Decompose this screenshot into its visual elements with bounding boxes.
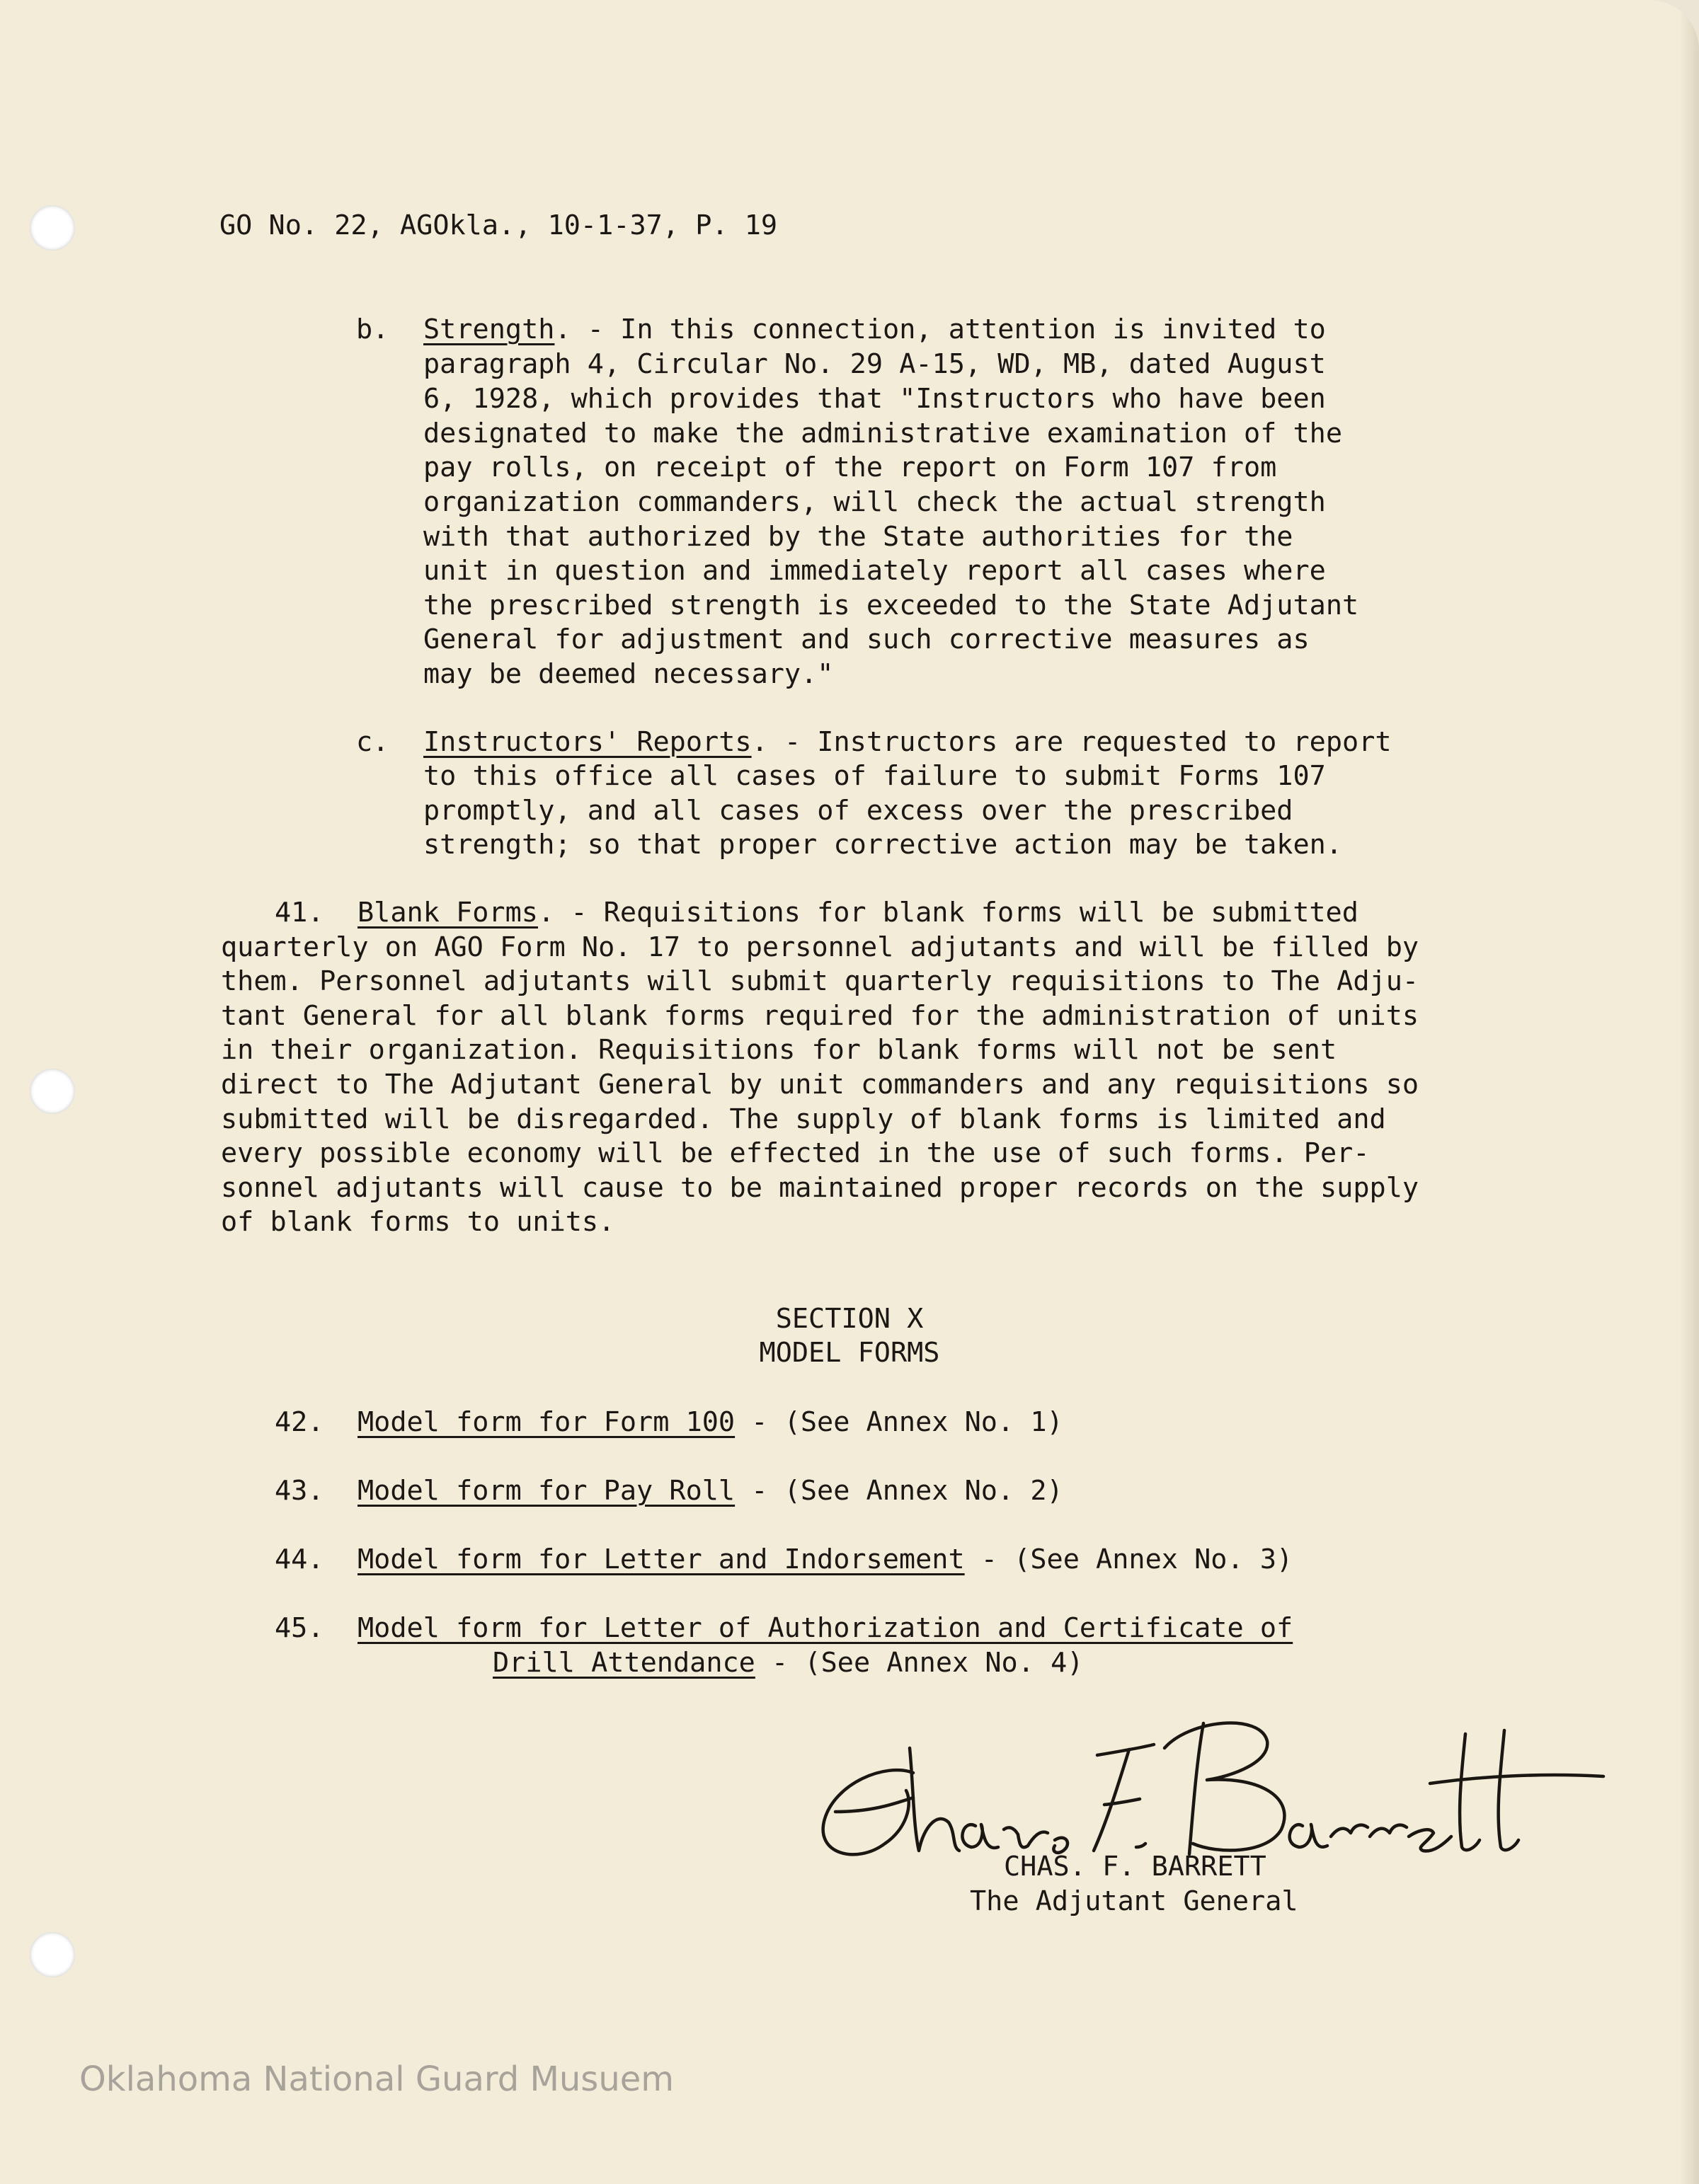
paragraph-line: may be deemed necessary." xyxy=(423,658,834,690)
paragraph-line: General for adjustment and such corrective measures as xyxy=(423,623,1310,655)
item-number: 42. xyxy=(275,1406,324,1438)
paragraph-line: promptly, and all cases of excess over the prescribed xyxy=(423,795,1293,827)
paragraph-line: of blank forms to units. xyxy=(221,1206,615,1238)
item-title: Model form for Letter of Authorization and Certificate of xyxy=(357,1612,1293,1644)
paragraph-number: 41. xyxy=(275,897,324,929)
paragraph-heading: Instructors' Reports xyxy=(423,726,752,758)
item-annex: - (See Annex No. 3) xyxy=(964,1544,1293,1575)
signatory-title: The Adjutant General xyxy=(970,1885,1298,1917)
paragraph-line: pay rolls, on receipt of the report on Form 107 from xyxy=(423,452,1277,483)
page-edge-shadow xyxy=(1679,0,1699,2184)
paragraph-line: strength; so that proper corrective action may be taken. xyxy=(423,829,1343,861)
paragraph-line: . - Requisitions for blank forms will be submitted xyxy=(537,897,1358,929)
watermark: Oklahoma National Guard Musuem xyxy=(79,2059,675,2099)
paragraph-line: with that authorized by the State authorities for the xyxy=(423,521,1293,553)
binder-hole-icon xyxy=(30,1932,75,1977)
item-number: 44. xyxy=(275,1544,324,1575)
item-annex: - (See Annex No. 2) xyxy=(735,1475,1063,1507)
paragraph-line: paragraph 4, Circular No. 29 A-15, WD, MB, dated August xyxy=(423,348,1326,380)
paragraph-line: direct to The Adjutant General by unit commanders and any requisitions so xyxy=(221,1069,1419,1100)
item-title: Model form for Pay Roll xyxy=(357,1475,736,1507)
item-title: Model form for Form 100 xyxy=(357,1406,736,1438)
paragraph-line: . - In this connection, attention is invited to xyxy=(554,314,1326,345)
paragraph-heading: Blank Forms xyxy=(357,897,538,929)
paragraph-line: designated to make the administrative examination of the xyxy=(423,418,1343,449)
paragraph-line: . - Instructors are requested to report xyxy=(751,726,1392,758)
item-line xyxy=(357,1474,1063,1509)
paragraph-marker: c. xyxy=(356,726,389,758)
paragraph-marker: b. xyxy=(356,314,389,345)
item-line xyxy=(357,1543,1293,1577)
signatory-name: CHAS. F. BARRETT xyxy=(1004,1851,1266,1883)
paragraph-line: submitted will be disregarded. The supply of blank forms is limited and xyxy=(221,1103,1386,1135)
item-annex: - (See Annex No. 4) xyxy=(755,1647,1084,1679)
paragraph-line: the prescribed strength is exceeded to the State Adjutant xyxy=(423,590,1359,621)
paragraph-line: tant General for all blank forms required for the administration of units xyxy=(221,1000,1419,1032)
section-subtitle: MODEL FORMS xyxy=(759,1337,940,1369)
item-line xyxy=(357,1406,1063,1440)
paragraph-line: in their organization. Requisitions for blank forms will not be sent xyxy=(221,1034,1337,1066)
binder-hole-icon xyxy=(30,205,75,251)
item-number: 43. xyxy=(275,1475,324,1507)
paragraph-line: 6, 1928, which provides that "Instructors who have been xyxy=(423,383,1326,415)
paragraph-first-line xyxy=(423,725,1392,760)
handwritten-signature-icon xyxy=(807,1706,1607,1868)
page-reference: GO No. 22, AGOkla., 10-1-37, P. 19 xyxy=(219,209,778,241)
paragraph-line: every possible economy will be effected in the use of such forms. Per- xyxy=(221,1137,1370,1169)
paragraph-first-line xyxy=(357,896,1358,931)
item-number: 45. xyxy=(275,1612,324,1644)
paragraph-line: to this office all cases of failure to submit Forms 107 xyxy=(423,760,1326,792)
paragraph-heading: Strength xyxy=(423,314,555,345)
item-annex: - (See Annex No. 1) xyxy=(735,1406,1063,1438)
section-title: SECTION X xyxy=(775,1303,924,1335)
paragraph-line: unit in question and immediately report all cases where xyxy=(423,555,1326,587)
paragraph-first-line xyxy=(423,313,1326,347)
item-line xyxy=(357,1611,1293,1646)
item-line-continued xyxy=(493,1646,1083,1681)
paragraph-line: them. Personnel adjutants will submit quarterly requisitions to The Adju- xyxy=(221,965,1419,997)
item-title-continued: Drill Attendance xyxy=(493,1647,755,1679)
item-title: Model form for Letter and Indorsement xyxy=(357,1544,965,1575)
paragraph-line: sonnel adjutants will cause to be maintained proper records on the supply xyxy=(221,1172,1419,1204)
paragraph-line: organization commanders, will check the actual strength xyxy=(423,486,1326,518)
binder-hole-icon xyxy=(30,1069,75,1114)
paragraph-line: quarterly on AGO Form No. 17 to personnel adjutants and will be filled by xyxy=(221,931,1419,963)
